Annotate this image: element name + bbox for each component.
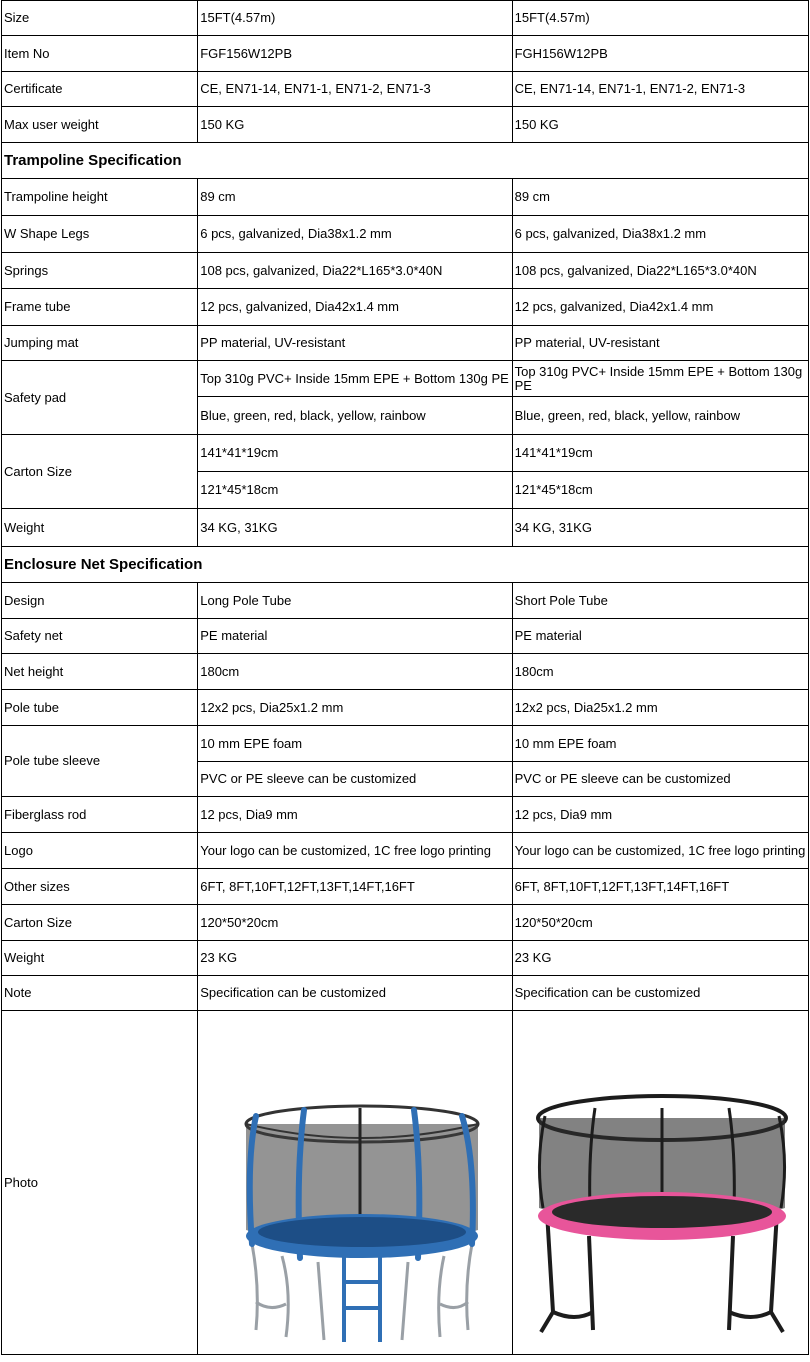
row-label: Safety net xyxy=(2,619,198,654)
cell-value: 180cm xyxy=(512,654,808,690)
cell-value: 89 cm xyxy=(198,179,512,216)
cell-value: CE, EN71-14, EN71-1, EN71-2, EN71-3 xyxy=(198,72,512,107)
cell-value: 12x2 pcs, Dia25x1.2 mm xyxy=(198,690,512,726)
trampoline-pink-photo-icon xyxy=(515,1012,809,1354)
table-row-photo xyxy=(2,1011,809,1355)
row-label: Weight xyxy=(2,509,198,547)
cell-value: 150 KG xyxy=(512,107,808,143)
row-label: Size xyxy=(2,1,198,36)
cell-value: 34 KG, 31KG xyxy=(198,509,512,547)
section-title-enclosure: Enclosure Net Specification xyxy=(2,547,809,583)
table-row xyxy=(2,690,809,726)
cell-value: 15FT(4.57m) xyxy=(198,1,512,36)
cell-value: Specification can be customized xyxy=(512,976,808,1011)
cell-value: Long Pole Tube xyxy=(198,583,512,619)
cell-value: 108 pcs, galvanized, Dia22*L165*3.0*40N xyxy=(512,253,808,289)
cell-value: Your logo can be customized, 1C free logo printing xyxy=(198,833,512,869)
table-row xyxy=(2,833,809,869)
row-label: Safety pad xyxy=(2,361,198,435)
table-row xyxy=(2,179,809,216)
table-row xyxy=(2,976,809,1011)
table-row xyxy=(2,797,809,833)
cell-value: 150 KG xyxy=(198,107,512,143)
row-label: Jumping mat xyxy=(2,326,198,361)
row-label: Springs xyxy=(2,253,198,289)
cell-value: PE material xyxy=(198,619,512,654)
cell-value: 12 pcs, galvanized, Dia42x1.4 mm xyxy=(512,289,808,326)
spec-table xyxy=(1,0,809,1355)
cell-value: 10 mm EPE foam xyxy=(512,726,808,762)
table-row xyxy=(2,107,809,143)
cell-value: 180cm xyxy=(198,654,512,690)
row-label: Weight xyxy=(2,941,198,976)
table-row xyxy=(2,435,809,472)
row-label: Logo xyxy=(2,833,198,869)
table-row xyxy=(2,654,809,690)
cell-value: 23 KG xyxy=(198,941,512,976)
table-row xyxy=(2,361,809,397)
table-row xyxy=(2,905,809,941)
row-label: Net height xyxy=(2,654,198,690)
table-row xyxy=(2,36,809,72)
cell-value: 120*50*20cm xyxy=(198,905,512,941)
row-label: Frame tube xyxy=(2,289,198,326)
cell-value: PP material, UV-resistant xyxy=(512,326,808,361)
cell-value: PP material, UV-resistant xyxy=(198,326,512,361)
row-label: Design xyxy=(2,583,198,619)
photo-cell-a xyxy=(198,1011,512,1355)
section-title-trampoline: Trampoline Specification xyxy=(2,143,809,179)
cell-value: PVC or PE sleeve can be customized xyxy=(512,762,808,797)
table-row xyxy=(2,253,809,289)
section-row xyxy=(2,143,809,179)
cell-value: PVC or PE sleeve can be customized xyxy=(198,762,512,797)
table-row xyxy=(2,1,809,36)
cell-value: 23 KG xyxy=(512,941,808,976)
cell-value: 6 pcs, galvanized, Dia38x1.2 mm xyxy=(512,216,808,253)
table-body-top xyxy=(2,1,809,143)
cell-value: 121*45*18cm xyxy=(512,472,808,509)
cell-value: 141*41*19cm xyxy=(512,435,808,472)
row-label: W Shape Legs xyxy=(2,216,198,253)
table-row xyxy=(2,941,809,976)
table-row xyxy=(2,289,809,326)
cell-value: 6FT, 8FT,10FT,12FT,13FT,14FT,16FT xyxy=(198,869,512,905)
table-row xyxy=(2,583,809,619)
cell-value: FGH156W12PB xyxy=(512,36,808,72)
row-label: Pole tube xyxy=(2,690,198,726)
cell-value: 12x2 pcs, Dia25x1.2 mm xyxy=(512,690,808,726)
row-label: Carton Size xyxy=(2,905,198,941)
row-label: Trampoline height xyxy=(2,179,198,216)
cell-value: 12 pcs, Dia9 mm xyxy=(512,797,808,833)
cell-value: 15FT(4.57m) xyxy=(512,1,808,36)
cell-value: 141*41*19cm xyxy=(198,435,512,472)
cell-value: 120*50*20cm xyxy=(512,905,808,941)
table-row xyxy=(2,869,809,905)
cell-value: CE, EN71-14, EN71-1, EN71-2, EN71-3 xyxy=(512,72,808,107)
cell-value: Specification can be customized xyxy=(198,976,512,1011)
table-row xyxy=(2,726,809,762)
cell-value: Top 310g PVC+ Inside 15mm EPE + Bottom 130g PE xyxy=(512,361,808,397)
cell-value: Top 310g PVC+ Inside 15mm EPE + Bottom 130g PE xyxy=(198,361,512,397)
cell-value: Blue, green, red, black, yellow, rainbow xyxy=(512,397,808,435)
table-row xyxy=(2,509,809,547)
table-body-trampoline xyxy=(2,179,809,361)
row-label: Note xyxy=(2,976,198,1011)
cell-value: 6FT, 8FT,10FT,12FT,13FT,14FT,16FT xyxy=(512,869,808,905)
cell-value: 108 pcs, galvanized, Dia22*L165*3.0*40N xyxy=(198,253,512,289)
cell-value: Your logo can be customized, 1C free logo printing xyxy=(512,833,808,869)
row-label: Certificate xyxy=(2,72,198,107)
cell-value: 34 KG, 31KG xyxy=(512,509,808,547)
row-label: Fiberglass rod xyxy=(2,797,198,833)
table-row xyxy=(2,619,809,654)
trampoline-blue-photo-icon xyxy=(200,1012,512,1354)
section-row xyxy=(2,547,809,583)
row-label: Carton Size xyxy=(2,435,198,509)
table-body-enclosure-a xyxy=(2,583,809,726)
row-label: Photo xyxy=(2,1011,198,1355)
row-label: Other sizes xyxy=(2,869,198,905)
cell-value: 89 cm xyxy=(512,179,808,216)
table-row xyxy=(2,326,809,361)
cell-value: 12 pcs, Dia9 mm xyxy=(198,797,512,833)
cell-value: FGF156W12PB xyxy=(198,36,512,72)
cell-value: 12 pcs, galvanized, Dia42x1.4 mm xyxy=(198,289,512,326)
table-row xyxy=(2,72,809,107)
row-label: Item No xyxy=(2,36,198,72)
cell-value: 6 pcs, galvanized, Dia38x1.2 mm xyxy=(198,216,512,253)
table-row xyxy=(2,216,809,253)
cell-value: 121*45*18cm xyxy=(198,472,512,509)
cell-value: PE material xyxy=(512,619,808,654)
row-label: Max user weight xyxy=(2,107,198,143)
cell-value: Short Pole Tube xyxy=(512,583,808,619)
table-body-enclosure-b xyxy=(2,797,809,1011)
cell-value: 10 mm EPE foam xyxy=(198,726,512,762)
photo-cell-b xyxy=(512,1011,808,1355)
cell-value: Blue, green, red, black, yellow, rainbow xyxy=(198,397,512,435)
row-label: Pole tube sleeve xyxy=(2,726,198,797)
